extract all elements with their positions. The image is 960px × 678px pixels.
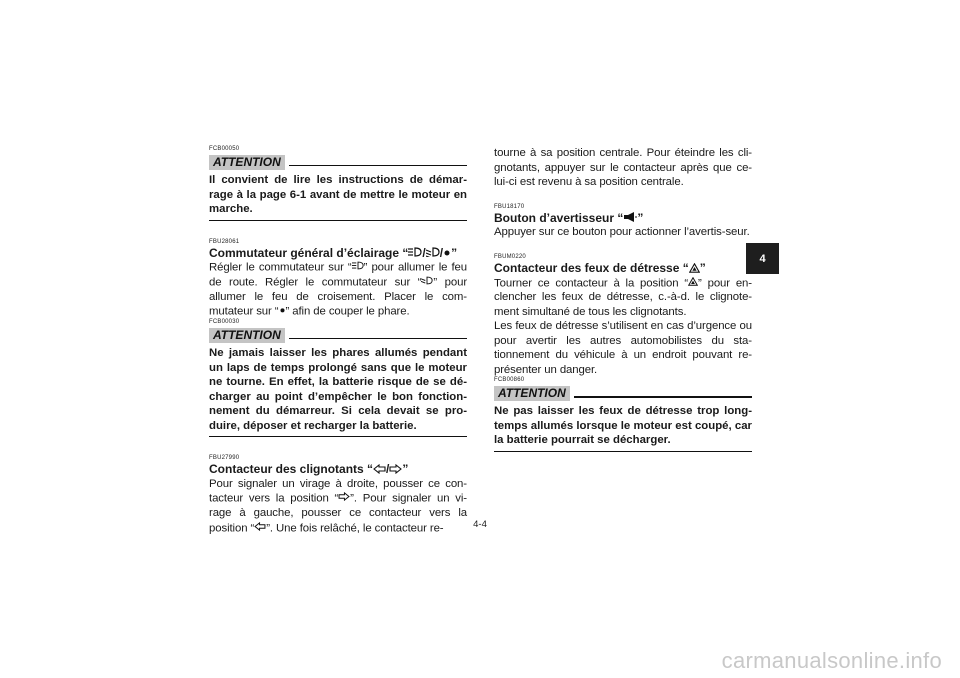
section-heading-light-switch: Commutateur général d’éclairage “ / / ”	[209, 245, 458, 260]
attention-header	[209, 327, 467, 344]
section-code: FBU28061	[209, 238, 240, 245]
section-code: FCB00860	[494, 377, 525, 384]
attention-rule	[289, 338, 467, 340]
lights-off-icon	[443, 246, 451, 260]
section-code: FBU18170	[494, 203, 525, 210]
attention-rule	[574, 396, 752, 398]
turn-right-icon	[338, 491, 350, 506]
section-heading-turn-signal: Contacteur des clignotants “ / ”	[209, 462, 409, 477]
section-heading-horn: Bouton d’avertisseur “ ”	[494, 210, 644, 225]
attention-label: ATTENTION	[209, 328, 285, 343]
attention-text: Ne pas laisser les feux de détresse trop long-temps allumés lorsque le moteur est coupé, car la batterie pourrait se décharger.	[494, 404, 752, 452]
lights-off-icon	[279, 304, 286, 319]
attention-header	[209, 154, 467, 171]
high-beam-icon	[408, 246, 422, 260]
turn-left-icon	[373, 463, 386, 477]
chapter-tab: 4	[746, 243, 779, 274]
section-code: FCB00050	[209, 146, 240, 152]
light-switch-text: Régler le commutateur sur “ ” pour allumer le feu de route. Régler le commutateur sur “ ” pour allumer le feu de croisement. Placer le com-mutateur sur “ ” afin de couper le phare.	[209, 261, 468, 318]
section-code: FBU27990	[209, 455, 240, 462]
section-code: FBUM0220	[494, 253, 526, 260]
attention-rule	[289, 165, 467, 167]
attention-header	[494, 385, 752, 402]
watermark: carmanualsonline.info	[721, 648, 942, 673]
hazard-icon	[688, 276, 698, 291]
horn-text: Appuyer sur ce bouton pour actionner l’avertis-seur.	[494, 226, 750, 239]
section-code: FCB00030	[209, 319, 240, 326]
hazard-icon	[689, 262, 700, 276]
turn-right-icon	[389, 463, 402, 477]
attention-text: Il convient de lire les instructions de démar-rage à la page 6-1 avant de mettre le moteur en marche.	[209, 173, 467, 221]
low-beam-icon	[421, 275, 433, 290]
hazard-text-2: Les feux de détresse s’utilisent en cas d’urgence ou pour avertir les autres automobilistes du sta-tionnement du véhicule à un endroit pouvant re-présenter un danger.	[494, 320, 752, 376]
attention-label: ATTENTION	[494, 386, 570, 401]
low-beam-icon	[426, 246, 440, 260]
left-column	[209, 146, 467, 535]
turn-signal-text-continued: tourne à sa position centrale. Pour éteindre les cli-gnotants, appuyer sur le contacteur après que ce-lui-ci est revenu à sa position centrale.	[494, 147, 752, 188]
high-beam-icon	[352, 260, 364, 275]
turn-signal-text: Pour signaler un virage à droite, pousser ce con-tacteur vers la position “ ”. Pour signaler un vi-rage à gauche, pousser ce contacteur vers la position “ ”. Une fois relâché, le contacteur re-	[209, 477, 467, 534]
hazard-text: Tourner ce contacteur à la position “ ” pour en-clencher les feux de détresse, c.-à-d. le clignote-ment simultané de tous les clignotants.	[494, 276, 752, 318]
horn-icon	[623, 211, 637, 225]
attention-label: ATTENTION	[209, 155, 285, 170]
right-column	[494, 146, 752, 452]
section-heading-hazard: Contacteur des feux de détresse “ ”	[494, 260, 706, 275]
attention-text: Ne jamais laisser les phares allumés pendant un laps de temps prolongé sans que le moteur ne tourne. En effet, la batterie risque de se dé-charger au point d’empêcher le bon fonction-nement du démarreur. Si cela devait se pro-duire, déposer et recharger la batterie.	[209, 346, 467, 437]
page-number: 4-4	[473, 519, 487, 530]
